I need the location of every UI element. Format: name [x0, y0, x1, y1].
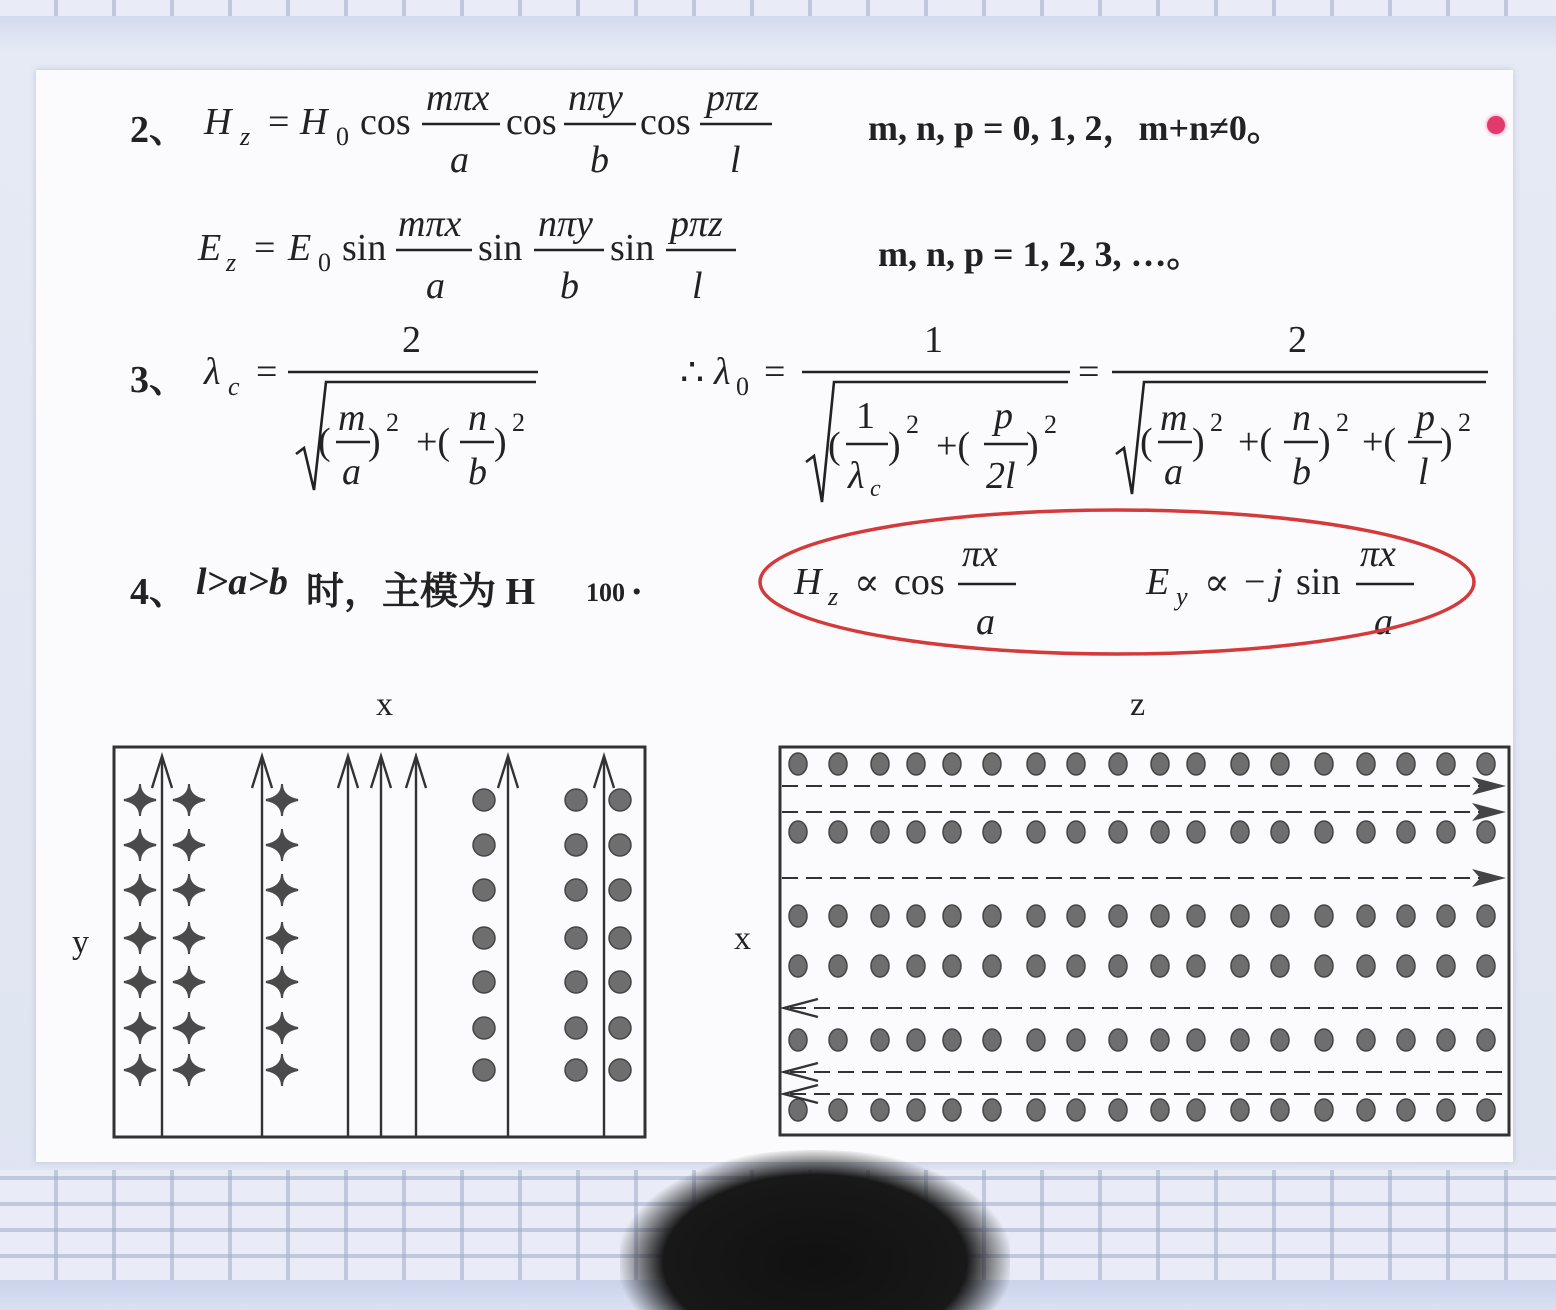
cross-into-page-icon	[124, 1012, 156, 1044]
dot-out-of-page-icon	[789, 1099, 807, 1121]
dot-out-of-page-icon	[907, 955, 925, 977]
dot-out-of-page-icon	[1027, 955, 1045, 977]
dot-out-of-page-icon	[1027, 1029, 1045, 1051]
dot-out-of-page-icon	[473, 1017, 495, 1039]
dot-out-of-page-icon	[565, 789, 587, 811]
dot-out-of-page-icon	[609, 971, 631, 993]
dot-out-of-page-icon	[907, 753, 925, 775]
cross-into-page-icon	[266, 922, 298, 954]
dot-out-of-page-icon	[1187, 1099, 1205, 1121]
dot-out-of-page-icon	[1397, 1099, 1415, 1121]
dot-out-of-page-icon	[1357, 1099, 1375, 1121]
dot-out-of-page-icon	[1437, 753, 1455, 775]
right-diagram-x-label: x	[734, 920, 751, 957]
dot-out-of-page-icon	[789, 821, 807, 843]
dot-out-of-page-icon	[871, 821, 889, 843]
dot-out-of-page-icon	[943, 1029, 961, 1051]
dot-out-of-page-icon	[1151, 821, 1169, 843]
dot-out-of-page-icon	[1357, 1029, 1375, 1051]
dot-out-of-page-icon	[1437, 1099, 1455, 1121]
dot-out-of-page-icon	[1271, 753, 1289, 775]
dot-out-of-page-icon	[1027, 905, 1045, 927]
cross-into-page-icon	[266, 829, 298, 861]
dot-out-of-page-icon	[907, 905, 925, 927]
dot-out-of-page-icon	[609, 834, 631, 856]
arrow-right-icon	[1472, 869, 1506, 887]
dot-out-of-page-icon	[1477, 1029, 1495, 1051]
dot-out-of-page-icon	[789, 753, 807, 775]
left-diagram-y-label: y	[72, 924, 89, 961]
dot-out-of-page-icon	[1357, 753, 1375, 775]
dot-out-of-page-icon	[1397, 955, 1415, 977]
dot-out-of-page-icon	[1315, 905, 1333, 927]
dot-out-of-page-icon	[829, 1029, 847, 1051]
cross-into-page-icon	[124, 874, 156, 906]
dot-out-of-page-icon	[1109, 753, 1127, 775]
dot-out-of-page-icon	[1187, 821, 1205, 843]
dot-out-of-page-icon	[1027, 1099, 1045, 1121]
dot-out-of-page-icon	[943, 1099, 961, 1121]
item-2-number: 2、	[130, 109, 188, 151]
cross-into-page-icon	[124, 829, 156, 861]
dot-out-of-page-icon	[829, 905, 847, 927]
dot-out-of-page-icon	[1067, 753, 1085, 775]
dot-out-of-page-icon	[1067, 905, 1085, 927]
dot-out-of-page-icon	[473, 789, 495, 811]
cross-into-page-icon	[266, 1012, 298, 1044]
cross-into-page-icon	[173, 922, 205, 954]
dot-out-of-page-icon	[1231, 1099, 1249, 1121]
left-field-diagram	[114, 747, 645, 1137]
dot-out-of-page-icon	[829, 1099, 847, 1121]
dot-out-of-page-icon	[983, 1099, 1001, 1121]
dot-out-of-page-icon	[1231, 1029, 1249, 1051]
cross-into-page-icon	[124, 966, 156, 998]
dot-out-of-page-icon	[1397, 905, 1415, 927]
dot-out-of-page-icon	[983, 753, 1001, 775]
dot-out-of-page-icon	[871, 1099, 889, 1121]
dot-out-of-page-icon	[1027, 753, 1045, 775]
cross-into-page-icon	[266, 966, 298, 998]
dot-out-of-page-icon	[1477, 753, 1495, 775]
dot-out-of-page-icon	[609, 1017, 631, 1039]
cross-into-page-icon	[266, 784, 298, 816]
dot-out-of-page-icon	[1151, 905, 1169, 927]
dot-out-of-page-icon	[1271, 1029, 1289, 1051]
dot-out-of-page-icon	[1477, 821, 1495, 843]
dot-out-of-page-icon	[1477, 905, 1495, 927]
dot-out-of-page-icon	[473, 927, 495, 949]
dot-out-of-page-icon	[907, 821, 925, 843]
dot-out-of-page-icon	[943, 821, 961, 843]
dot-out-of-page-icon	[1397, 821, 1415, 843]
dot-out-of-page-icon	[1357, 955, 1375, 977]
dot-out-of-page-icon	[1109, 1099, 1127, 1121]
dot-out-of-page-icon	[565, 834, 587, 856]
dot-out-of-page-icon	[983, 905, 1001, 927]
dot-out-of-page-icon	[1151, 753, 1169, 775]
dot-out-of-page-icon	[1067, 1029, 1085, 1051]
dot-out-of-page-icon	[1151, 955, 1169, 977]
dot-out-of-page-icon	[609, 1059, 631, 1081]
highlight-ellipse	[760, 510, 1474, 654]
dot-out-of-page-icon	[1437, 1029, 1455, 1051]
dot-out-of-page-icon	[1231, 905, 1249, 927]
dot-out-of-page-icon	[1477, 1099, 1495, 1121]
right-field-diagram	[780, 747, 1510, 1135]
left-diagram-x-label: x	[376, 686, 393, 723]
item-3-number: 3、	[130, 359, 188, 401]
dot-out-of-page-icon	[1271, 955, 1289, 977]
dot-out-of-page-icon	[473, 1059, 495, 1081]
cross-into-page-icon	[173, 874, 205, 906]
dot-out-of-page-icon	[1315, 1029, 1333, 1051]
dot-out-of-page-icon	[1067, 1099, 1085, 1121]
dot-out-of-page-icon	[1397, 1029, 1415, 1051]
dot-out-of-page-icon	[1315, 753, 1333, 775]
dot-out-of-page-icon	[1187, 905, 1205, 927]
dot-out-of-page-icon	[1271, 1099, 1289, 1121]
dot-out-of-page-icon	[565, 1017, 587, 1039]
cross-into-page-icon	[173, 829, 205, 861]
dot-out-of-page-icon	[473, 834, 495, 856]
dot-out-of-page-icon	[1231, 753, 1249, 775]
ez-index-condition: m, n, p = 1, 2, 3, …。	[878, 234, 1203, 274]
cross-into-page-icon	[266, 874, 298, 906]
cross-into-page-icon	[173, 1054, 205, 1086]
dot-out-of-page-icon	[871, 955, 889, 977]
dot-out-of-page-icon	[829, 955, 847, 977]
dot-out-of-page-icon	[609, 879, 631, 901]
dot-out-of-page-icon	[983, 1029, 1001, 1051]
dot-out-of-page-icon	[1315, 821, 1333, 843]
dot-out-of-page-icon	[1357, 821, 1375, 843]
dot-out-of-page-icon	[565, 879, 587, 901]
dot-out-of-page-icon	[1109, 1029, 1127, 1051]
dot-out-of-page-icon	[871, 753, 889, 775]
dot-out-of-page-icon	[1151, 1029, 1169, 1051]
dot-out-of-page-icon	[565, 971, 587, 993]
dot-out-of-page-icon	[1187, 1029, 1205, 1051]
dot-out-of-page-icon	[1231, 955, 1249, 977]
hz-index-condition: m, n, p = 0, 1, 2，m+n≠0。	[868, 108, 1283, 148]
dot-out-of-page-icon	[1067, 821, 1085, 843]
dot-out-of-page-icon	[1437, 905, 1455, 927]
cross-into-page-icon	[124, 922, 156, 954]
dot-out-of-page-icon	[907, 1029, 925, 1051]
arrow-right-icon	[1472, 777, 1506, 795]
dot-out-of-page-icon	[1151, 1099, 1169, 1121]
dot-out-of-page-icon	[1315, 1099, 1333, 1121]
dot-out-of-page-icon	[565, 1059, 587, 1081]
dot-out-of-page-icon	[609, 927, 631, 949]
right-diagram-z-label: z	[1130, 686, 1146, 723]
cross-into-page-icon	[173, 784, 205, 816]
dot-out-of-page-icon	[943, 955, 961, 977]
arrow-right-icon	[1472, 803, 1506, 821]
presenter-head	[620, 1150, 1010, 1310]
dot-out-of-page-icon	[943, 753, 961, 775]
dot-out-of-page-icon	[1271, 905, 1289, 927]
dot-out-of-page-icon	[1315, 955, 1333, 977]
dot-out-of-page-icon	[789, 1029, 807, 1051]
dot-out-of-page-icon	[565, 927, 587, 949]
dot-out-of-page-icon	[789, 905, 807, 927]
dot-out-of-page-icon	[473, 971, 495, 993]
dot-out-of-page-icon	[983, 955, 1001, 977]
dot-out-of-page-icon	[1437, 955, 1455, 977]
dot-out-of-page-icon	[1187, 753, 1205, 775]
cross-into-page-icon	[266, 1054, 298, 1086]
fraction-bars	[288, 124, 1488, 584]
dot-out-of-page-icon	[1187, 955, 1205, 977]
dot-out-of-page-icon	[1437, 821, 1455, 843]
dot-out-of-page-icon	[1477, 955, 1495, 977]
dot-out-of-page-icon	[829, 753, 847, 775]
cross-into-page-icon	[173, 1012, 205, 1044]
cross-into-page-icon	[124, 1054, 156, 1086]
dot-out-of-page-icon	[1271, 821, 1289, 843]
cross-into-page-icon	[173, 966, 205, 998]
dot-out-of-page-icon	[473, 879, 495, 901]
dot-out-of-page-icon	[1109, 905, 1127, 927]
dot-out-of-page-icon	[1357, 905, 1375, 927]
dot-out-of-page-icon	[1109, 821, 1127, 843]
dot-out-of-page-icon	[609, 789, 631, 811]
dot-out-of-page-icon	[1231, 821, 1249, 843]
dot-out-of-page-icon	[1067, 955, 1085, 977]
cross-into-page-icon	[124, 784, 156, 816]
dot-out-of-page-icon	[907, 1099, 925, 1121]
dot-out-of-page-icon	[1027, 821, 1045, 843]
right-diagram-frame	[780, 747, 1509, 1135]
dot-out-of-page-icon	[871, 905, 889, 927]
dot-out-of-page-icon	[1109, 955, 1127, 977]
dot-out-of-page-icon	[1397, 753, 1415, 775]
dot-out-of-page-icon	[943, 905, 961, 927]
dot-out-of-page-icon	[983, 821, 1001, 843]
dot-out-of-page-icon	[789, 955, 807, 977]
dot-out-of-page-icon	[871, 1029, 889, 1051]
dot-out-of-page-icon	[829, 821, 847, 843]
